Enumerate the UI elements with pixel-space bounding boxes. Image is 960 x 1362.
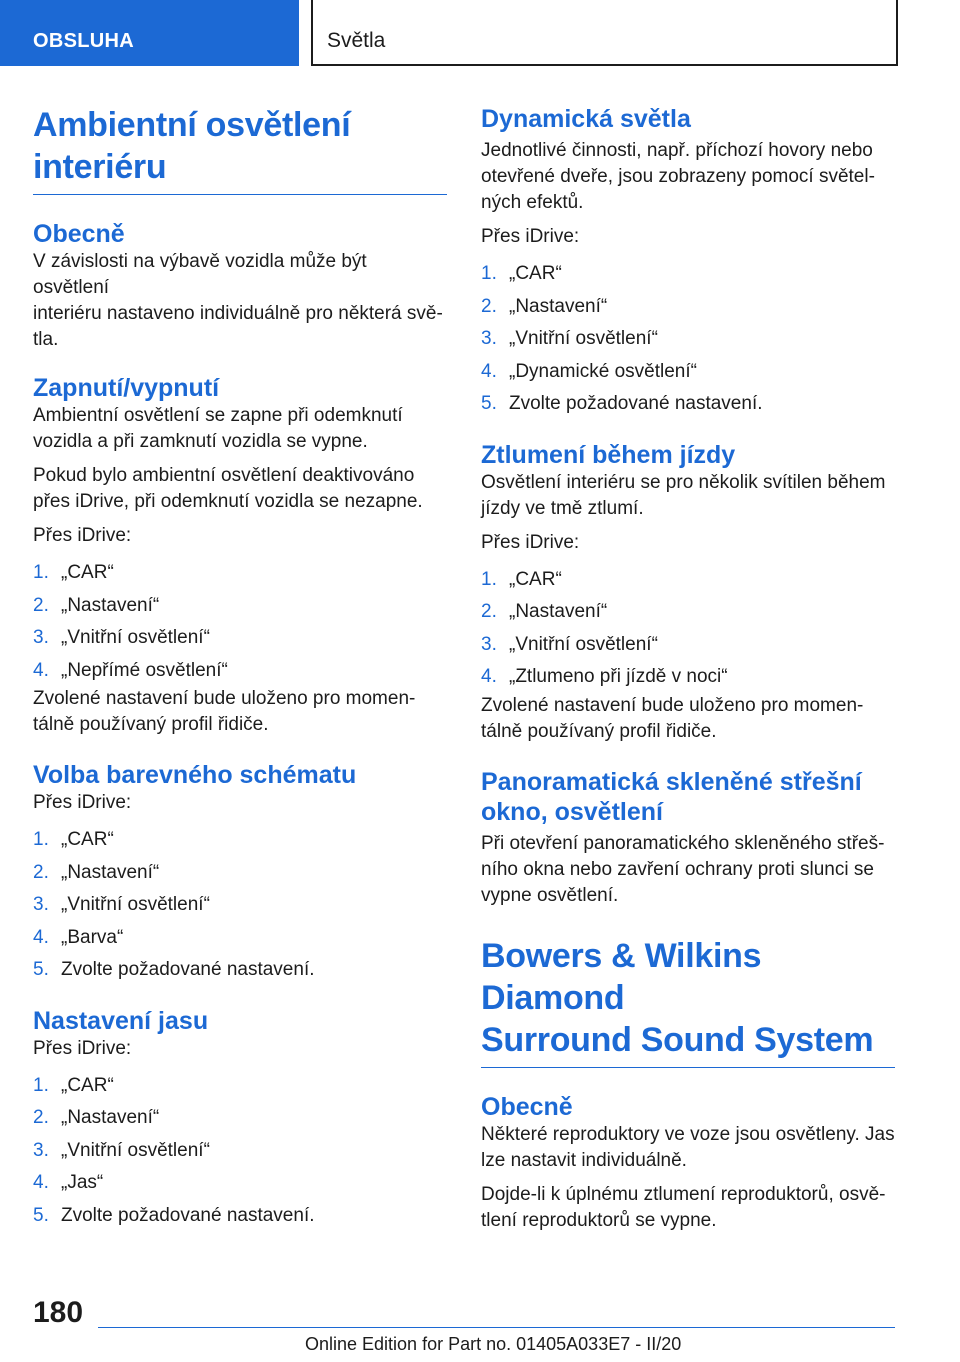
list-item: 1. „CAR“ [481,263,562,284]
paragraph: Osvětlení interiéru se pro několik svítilen během jízdy ve tmě ztlumí. [481,471,886,519]
right-column [481,104,895,1234]
steps-list [481,261,895,424]
paragraph: Ambientní osvětlení se zapne při odemknutí vozidla a při zamknutí vozidla se vypne. [33,405,403,452]
list-item: 1. „CAR“ [481,568,562,590]
list-item: 3. „Vnitřní osvětlení“ [33,627,210,648]
list-item: 4. „Dynamické osvětlení“ [481,360,697,382]
paragraph: Přes iDrive: [33,792,132,813]
list-item: 3. „Vnitřní osvětlení“ [481,633,658,655]
list-item: 4. „Nepřímé osvětlení“ [33,659,228,681]
list-item: 2. „Nastavení“ [481,295,608,317]
list-item: 4. „Barva“ [33,926,124,948]
page-header [0,0,960,66]
paragraph: V závislosti na výbavě vozidla může být osvětlení interiéru nastaveno individuálně pro některá svě- tla. [33,251,443,350]
paragraph: Přes iDrive: [33,525,132,546]
heading-brightness: Nastavení jasu [33,1006,209,1035]
footer-divider [98,1327,895,1328]
paragraph: Zvolené nastavení bude uloženo pro momen- tálně používaný profil řidiče. [481,694,864,742]
heading-panorama-roof: Panoramatická skleněné střešní okno, osvětlení [481,767,862,826]
heading-dynamic-lights: Dynamická světla [481,105,691,133]
heading-on-off: Zapnutí/vypnutí [33,374,220,402]
list-item: 1. „CAR“ [33,829,114,850]
chapter-label: Světla [327,29,386,52]
paragraph: Při otevření panoramatického skleněného střeš- ního okna nebo zavření ochrany proti slunci se vypne osvětlení. [481,832,885,906]
edition-note: Online Edition for Part no. 01405A033E7 - II/20 [305,1334,682,1354]
paragraph: Některé reproduktory ve voze jsou osvětleny. Jas lze nastavit individuálně. [481,1123,895,1171]
list-item: 5. Zvolte požadované nastavení. [33,1204,315,1226]
chapter-box [311,0,898,66]
list-item: 2. „Nastavení“ [33,861,160,883]
list-item: 3. „Vnitřní osvětlení“ [33,1139,210,1161]
paragraph: Dojde-li k úplnému ztlumení reproduktorů, osvě- tlení reproduktorů se vypne. [481,1183,886,1231]
section-tab [0,0,299,66]
list-item: 2. „Nastavení“ [33,1107,160,1128]
list-item: 5. Zvolte požadované nastavení. [33,959,315,980]
steps-list [33,827,447,990]
heading-general: Obecně [481,1092,573,1121]
list-item: 2. „Nastavení“ [481,601,608,622]
list-item: 1. „CAR“ [33,562,114,583]
paragraph: Jednotlivé činnosti, např. příchozí hovory nebo otevřené dveře, jsou zobrazeny pomocí světel- ných efektů. [481,140,875,213]
list-item: 4. „Ztlumeno při jízdě v noci“ [481,666,728,687]
paragraph: Přes iDrive: [33,1037,132,1059]
list-item: 3. „Vnitřní osvětlení“ [481,328,658,349]
list-item: 5. Zvolte požadované nastavení. [481,393,763,414]
heading-general: Obecně [33,220,125,248]
left-column [33,104,447,1235]
list-item: 1. „CAR“ [33,1074,114,1096]
list-item: 3. „Vnitřní osvětlení“ [33,894,210,915]
paragraph: Přes iDrive: [481,226,580,247]
paragraph: Pokud bylo ambientní osvětlení deaktivováno přes iDrive, při odemknutí vozidla se nezapne. [33,465,423,512]
list-item: 4. „Jas“ [33,1172,104,1193]
heading-dim-while-driving: Ztlumení během jízdy [481,440,736,469]
chapter-title-ambient: Ambientní osvětlení interiéru [33,104,447,195]
page-number: 180 [33,1296,84,1329]
steps-list [33,1073,447,1236]
list-item: 2. „Nastavení“ [33,594,160,616]
paragraph: Zvolené nastavení bude uloženo pro momen- tálně používaný profil řidiče. [33,688,416,735]
chapter-title-bowers-wilkins: Bowers & Wilkins Diamond Surround Sound System [481,935,895,1068]
paragraph: Přes iDrive: [481,531,580,553]
steps-list [33,560,447,690]
steps-list [481,567,895,697]
heading-color-scheme: Volba barevného schématu [33,761,357,789]
section-label: OBSLUHA [33,30,134,52]
